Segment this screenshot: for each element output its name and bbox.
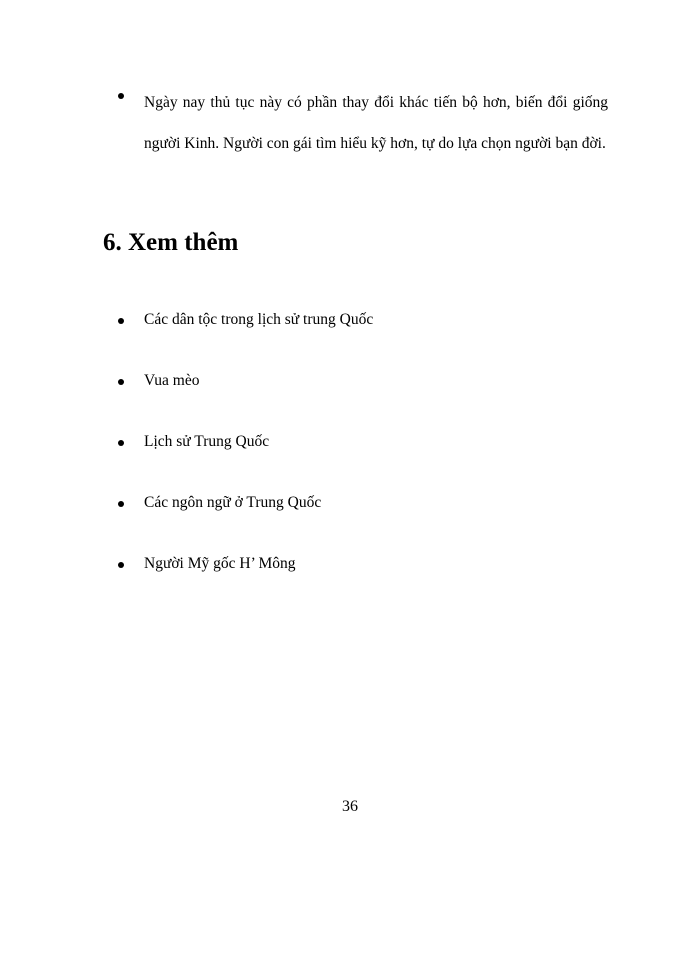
intro-bullet-paragraph xyxy=(118,82,608,164)
bullet-icon xyxy=(118,318,124,324)
see-also-item-label: Các dân tộc trong lịch sử trung Quốc xyxy=(144,311,374,328)
see-also-item-label: Các ngôn ngữ ở Trung Quốc xyxy=(144,494,322,511)
bullet-icon xyxy=(118,379,124,385)
bullet-icon xyxy=(118,93,124,99)
list-item xyxy=(118,489,373,550)
list-item xyxy=(118,306,373,367)
list-item xyxy=(118,367,373,428)
see-also-list xyxy=(118,306,373,611)
section-heading: 6. Xem thêm xyxy=(103,229,239,256)
intro-bullet-text: Ngày nay thủ tục này có phần thay đổi khác tiến bộ hơn, biến đổi giống người Kinh. Người con gái tìm hiểu kỹ hơn, tự do lựa chọn người bạn đời. xyxy=(144,94,608,152)
bullet-icon xyxy=(118,440,124,446)
page-number: 36 xyxy=(342,798,358,815)
list-item xyxy=(118,550,373,611)
see-also-item-label: Lịch sử Trung Quốc xyxy=(144,433,270,450)
bullet-icon xyxy=(118,562,124,568)
see-also-item-label: Vua mèo xyxy=(144,372,200,389)
bullet-icon xyxy=(118,501,124,507)
see-also-item-label: Người Mỹ gốc H’ Mông xyxy=(144,555,296,572)
list-item xyxy=(118,428,373,489)
